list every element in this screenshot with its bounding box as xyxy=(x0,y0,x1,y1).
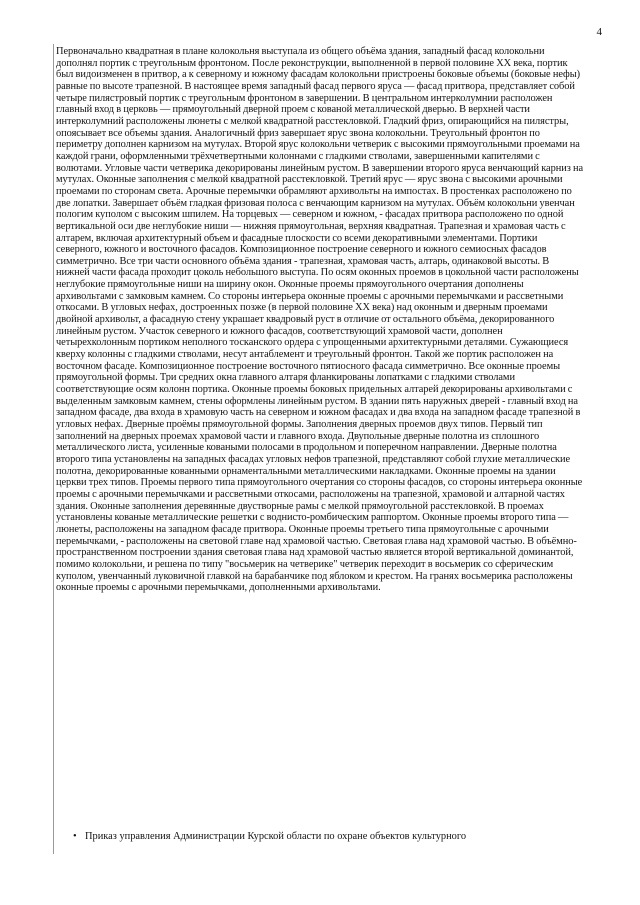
body-paragraph: Первоначально квадратная в плане колокольня выступала из общего объёма здания, западный фасад колокольни дополнял портик с треугольным фронтоном. После реконструкции, выполненной в первой половине XX века, портик был видоизменен в притвор, а к северному и южному фасадам колокольни пристроены боковые объемы (боковые нефы) равные по высоте трапезной. В настоящее время западный фасад первого яруса — фасад притвора, представляет собой четыре пилястровый портик с треугольным фронтоном в завершении. В центральном интерколумнии расположен главный вход в церковь — прямоугольный дверной проем с кованой металлической дверью. В верхней части интерколумний расположены люнеты с мелкой квадратной расстекловкой. Гладкий фриз, опирающийся на пилястры, опоясывает все объемы здания. Аналогичный фриз завершает ярус звона колокольни. Треугольный фронтон по периметру дополнен карнизом на мутулах. Второй ярус колокольни четверик с высокими прямоугольными проемами на каждой грани, оформленными трёхчетвертными колоннами с гладкими стволами, завершенными капителями с волютами. Угловые части четверика декорированы линейным рустом. В завершении второго яруса венчающий карниз на мутулах. Оконные заполнения с мелкой квадратной расстекловкой. Третий ярус — ярус звона с высокими арочными проемами по сторонам света. Арочные перемычки обрамляют архивольты на импостах. В простенках расположено по две лопатки. Завершает объём гладкая фризовая полоса с венчающим карнизом на мутулах. Объём колокольни увенчан пологим куполом с высоким шпилем. На торцевых — северном и южном, - фасадах притвора расположено по одной вертикальной оси две неглубокие ниши — нижняя прямоугольная, верхняя квадратная. Трапезная и храмовая часть с алтарем, включая архитектурный объем и фасадные плоскости со всеми декоративными элементами. Портики северного, южного и восточного фасадов. Композиционное построение северного и южного семиосных фасадов симметрично. Все три части основного объёма здания - трапезная, храмовая часть, алтарь, одинаковой высоты. В нижней части фасада проходит цоколь небольшого выступа. По осям оконных проемов в цокольной части расположены неглубокие прямоугольные ниши на ширину окон. Оконные проемы прямоугольного очертания дополнены архивольтами с замковым камнем. Со стороны интерьера оконные проемы с арочными перемычками и рассветными откосами. В угловых нефах, достроенных позже (в первой половине XX века) над оконным и дверным проемами двойной архивольт, а фасадную стену украшает квадровый руст в отличие от остального объёма, декорированного линейным рустом. Участок северного и южного фасадов, соответствующий храмовой части, дополнен четырехколонным портиком неполного тосканского ордера с упрощенными архитектурными деталями. Сужающиеся кверху колонны с гладкими стволами, несут антаблемент и треугольный фронтон. Такой же портик расположен на восточном фасаде. Композиционное построение восточного пятиосного фасада симметрично. Все оконные проемы прямоугольной формы. Три средних окна главного алтаря фланкированы лопатками с гладкими стволами соответствующие осям колонн портика. Оконные проемы боковых придельных алтарей декорированы архивольтами с выделенным замковым камнем, стены оформлены линейным рустом. В здании пять наружных дверей - главный вход на западном фасаде, два входа в храмовую часть на северном и южном фасадах и два входа на западном фасаде трапезной в угловых нефах. Дверные проёмы прямоугольной формы. Заполнения дверных проемов двух типов. Первый тип заполнений на дверных проемах храмовой части и главного входа. Двупольные дверные полотна из сплошного металлического листа, усиленные коваными полосами в продольном и поперечном направлении. Дверные полотна второго типа установлены на западных фасадах угловых нефов трапезной, представляют собой глухие металлические полотна, декорированные кованными орнаментальными металлическими накладками. Оконные проемы на здании церкви трех типов. Проемы первого типа прямоугольного очертания со стороны фасадов, со стороны интерьера оконные проемы с арочными перемычками и рассветными откосами, расположены на трапезной, храмовой и алтарной частях здания. Оконные заполнения деревянные двустворные рамы с мелкой прямоугольной расстекловкой. В проемах установлены кованые металлические решетки с воднисто-ромбическим раппортом. Оконные проемы второго типа — люнеты, расположены на западном фасаде притвора. Оконные проемы третьего типа прямоугольные с арочными перемычками, - расположены на световой главе над храмовой частью. Световая глава над храмовой частью. В объёмно-пространственном построении здания световая глава над храмовой частью является второй вертикальной доминантой, помимо колокольни, и решена по типу "восьмерик на четверике" четверик переходит в восьмерик со сферическим куполом, увенчанный луковичной главкой на барабанчике под яблоком и крестом. На гранях восьмерика расположены оконные проемы с арочными перемычками, дополненными архивольтами. xyxy=(56,46,584,594)
bullet-marker: • xyxy=(73,831,77,842)
margin-line xyxy=(53,44,54,854)
bullet-list-item xyxy=(73,831,593,843)
page-number: 4 xyxy=(596,26,602,38)
bullet-text: Приказ управления Администрации Курской области по охране объектов культурного xyxy=(85,831,467,842)
